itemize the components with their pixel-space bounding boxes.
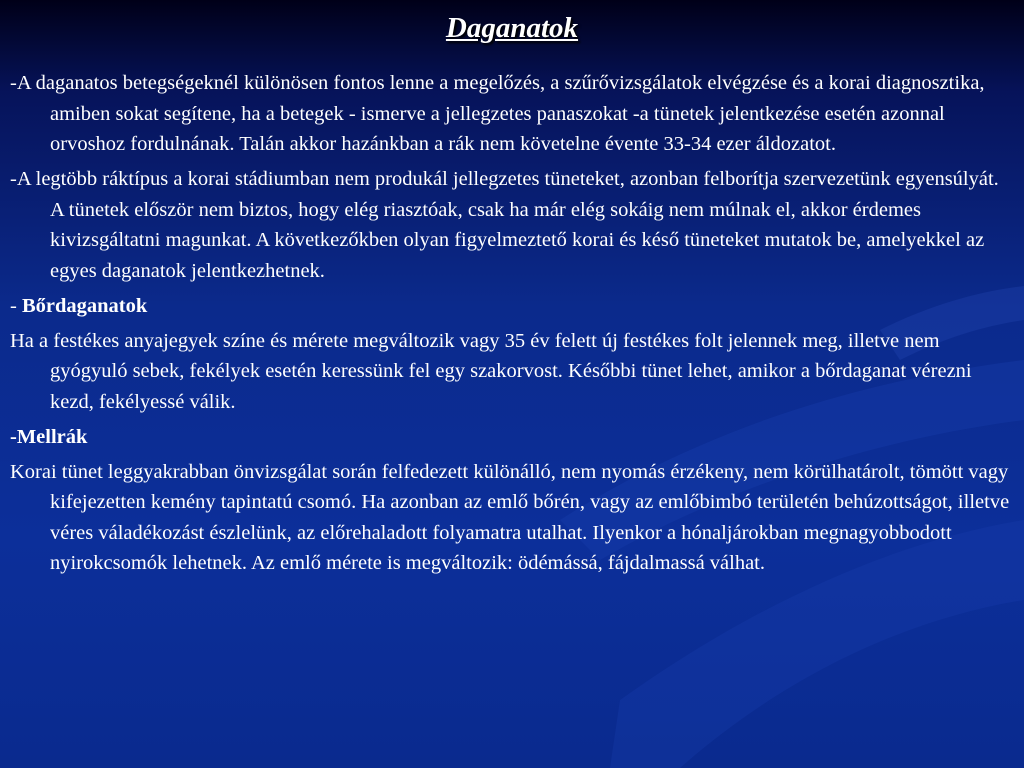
- heading-skin-cancer-text: Bőrdaganatok: [21, 294, 148, 317]
- paragraph-prevention: -A daganatos betegségeknél különösen fontos lenne a megelőzés, a szűrővizsgálatok elvégzése és a korai diagnosztika, amiben sokat segítene, ha a betegek - ismerve a jellegzetes panaszokat -a tünetek jelentkezése esetén azonnal orvoshoz fordulnának. Talán akkor hazánkban a rák nem követelne évente 33-34 ezer áldozatot.: [10, 72, 985, 155]
- heading-skin-cancer-prefix: -: [10, 294, 22, 317]
- slide-title: Daganatok: [445, 12, 579, 44]
- slide-body: [10, 68, 1014, 583]
- heading-breast-cancer: -Mellrák: [10, 425, 88, 448]
- paragraph-early-stage: -A legtöbb ráktípus a korai stádiumban nem produkál jellegzetes tüneteket, azonban felborítja szervezetünk egyensúlyát. A tünetek először nem biztos, hogy elég riasztóak, csak ha már elég sokáig nem múlnak el, akkor érdemes kivizsgáltatni magunkat. A következőkben olyan figyelmeztető korai és késő tüneteket mutatok be, amelyekkel az egyes daganatok jelentkezhetnek.: [10, 168, 999, 282]
- heading-skin-cancer: [10, 291, 1014, 322]
- paragraph-breast-cancer: Korai tünet leggyakrabban önvizsgálat során felfedezett különálló, nem nyomás érzékeny, nem körülhatárolt, tömött vagy kifejezetten kemény tapintatú csomó. Ha azonban az emlő bőrén, vagy az emlőbimbó területén behúzottságot, illetve véres váladékozást észlelünk, az előrehaladott folyamatra utalhat. Ilyenkor a hónaljárokban megnagyobbodott nyirokcsomók lehetnek. Az emlő mérete is megváltozik: ödémássá, fájdalmassá válhat.: [10, 460, 1010, 574]
- paragraph-skin-cancer: Ha a festékes anyajegyek színe és mérete megváltozik vagy 35 év felett új festékes folt jelennek meg, illetve nem gyógyuló sebek, fekélyek esetén keressünk fel egy szakorvost. Későbbi tünet lehet, amikor a bőrdaganat vérezni kezd, fekélyessé válik.: [10, 329, 972, 413]
